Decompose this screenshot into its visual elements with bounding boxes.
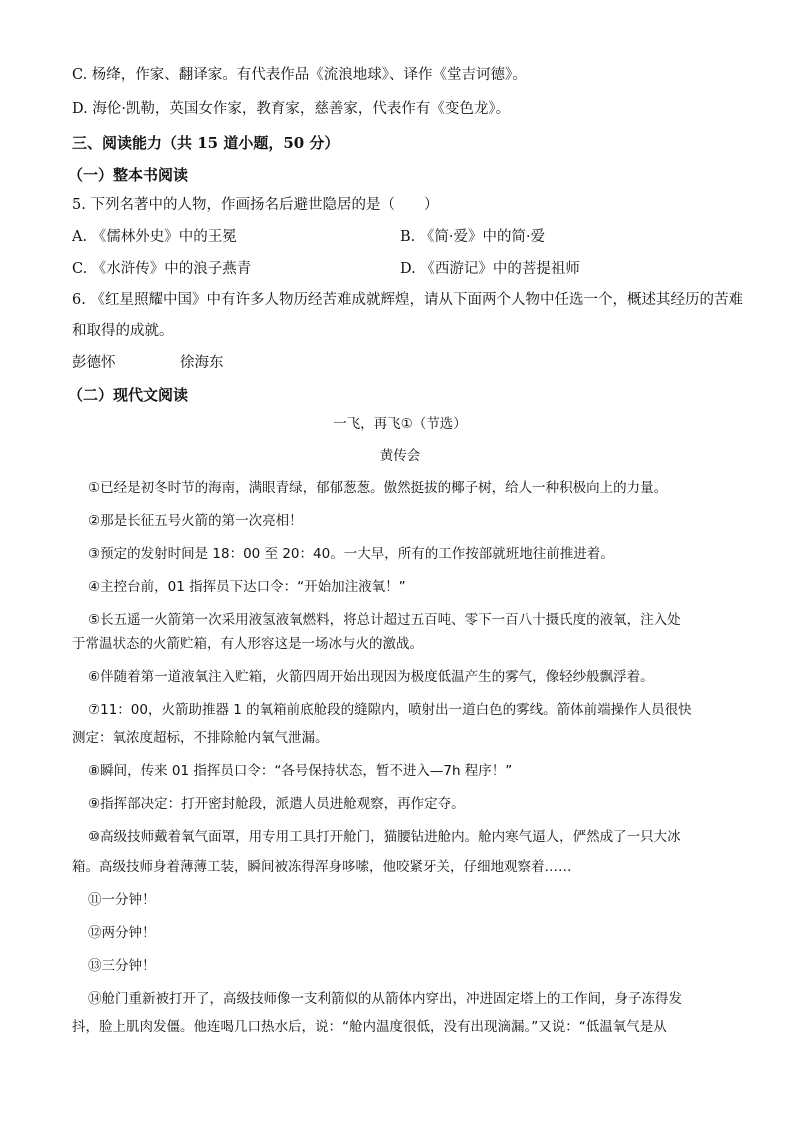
paragraph-13: ⑬三分钟！ (88, 958, 156, 974)
section-three-heading: 三、阅读能力（共 15 道小题，50 分） (72, 134, 340, 152)
paragraph-4: ④主控台前，01 指挥员下达口令：“开始加注液氧！” (88, 579, 406, 595)
paragraph-5-line-1: ⑤长五遥一火箭第一次采用液氢液氧燃料，将总计超过五百吨、零下一百八十摄氏度的液氧，注入处 (88, 612, 681, 628)
paragraph-10-line-1: ⑩高级技师戴着氧气面罩，用专用工具打开舱门，猫腰钻进舱内。舱内寒气逼人，俨然成了一只大冰 (88, 829, 681, 845)
question-6-name-2: 徐海东 (180, 355, 224, 371)
option-d-previous: D. 海伦·凯勒，英国女作家，教育家，慈善家，代表作有《变色龙》。 (72, 101, 511, 117)
question-5-option-a: A. 《儒林外史》中的王冕 (72, 229, 237, 245)
paragraph-14-line-1: ⑭舱门重新被打开了，高级技师像一支利箭似的从箭体内穿出，冲进固定塔上的工作间，身子冻得发 (88, 991, 682, 1007)
article-author: 黄传会 (379, 448, 421, 464)
paragraph-1: ①已经是初冬时节的海南，满眼青绿，郁郁葱葱。傲然挺拔的椰子树，给人一种积极向上的力量。 (88, 480, 668, 496)
paragraph-3: ③预定的发射时间是 18：00 至 20：40。一大早，所有的工作按部就班地往前推进着。 (88, 546, 614, 562)
paragraph-7-line-2: 测定：氧浓度超标，不排除舱内氧气泄漏。 (72, 730, 329, 746)
question-6-line-2: 和取得的成就。 (72, 323, 174, 339)
question-6-name-1: 彭德怀 (72, 355, 116, 371)
paragraph-7-line-1: ⑦11：00，火箭助推器 1 的氧箱前底舱段的缝隙内，喷射出一道白色的雾线。箭体前端操作人员很快 (88, 702, 692, 718)
paragraph-5-line-2: 于常温状态的火箭贮箱，有人形容这是一场冰与火的激战。 (72, 636, 423, 652)
paragraph-6: ⑥伴随着第一道液氧注入贮箱，火箭四周开始出现因为极度低温产生的雾气，像轻纱般飘浮着。 (88, 669, 654, 685)
paragraph-2: ②那是长征五号火箭的第一次亮相！ (88, 513, 303, 529)
article-title: 一飞，再飞①（节选） (333, 416, 467, 432)
question-5-option-b: B. 《简·爱》中的简·爱 (400, 229, 546, 245)
question-6-line-1: 6. 《红星照耀中国》中有许多人物历经苦难成就辉煌，请从下面两个人物中任选一个，概述其经历的苦难 (72, 292, 743, 308)
question-5-option-c: C. 《水浒传》中的浪子燕青 (72, 261, 252, 277)
question-5-stem: 5. 下列名著中的人物，作画扬名后避世隐居的是（ ） (72, 197, 439, 213)
option-c-previous: C. 杨绛，作家、翻译家。有代表作品《流浪地球》、译作《堂吉诃德》。 (72, 67, 527, 83)
part-one-heading: （一）整本书阅读 (68, 166, 189, 184)
paragraph-12: ⑫两分钟！ (88, 925, 156, 941)
paragraph-9: ⑨指挥部决定：打开密封舱段，派遣人员进舱观察，再作定夺。 (88, 796, 465, 812)
paragraph-8: ⑧瞬间，传来 01 指挥员口令：“各号保持状态，暂不进入—7h 程序！” (88, 763, 513, 779)
paragraph-14-line-2: 抖，脸上肌肉发僵。他连喝几口热水后，说：“舱内温度很低，没有出现滴漏。”又说：“低温氧气是从 (72, 1019, 667, 1035)
paragraph-10-line-2: 箱。高级技师身着薄薄工装，瞬间被冻得浑身哆嗦，他咬紧牙关，仔细地观察着…… (72, 859, 572, 875)
question-5-option-d: D. 《西游记》中的菩提祖师 (400, 261, 580, 277)
paragraph-11: ⑪一分钟！ (88, 892, 156, 908)
part-two-heading: （二）现代文阅读 (68, 386, 189, 404)
